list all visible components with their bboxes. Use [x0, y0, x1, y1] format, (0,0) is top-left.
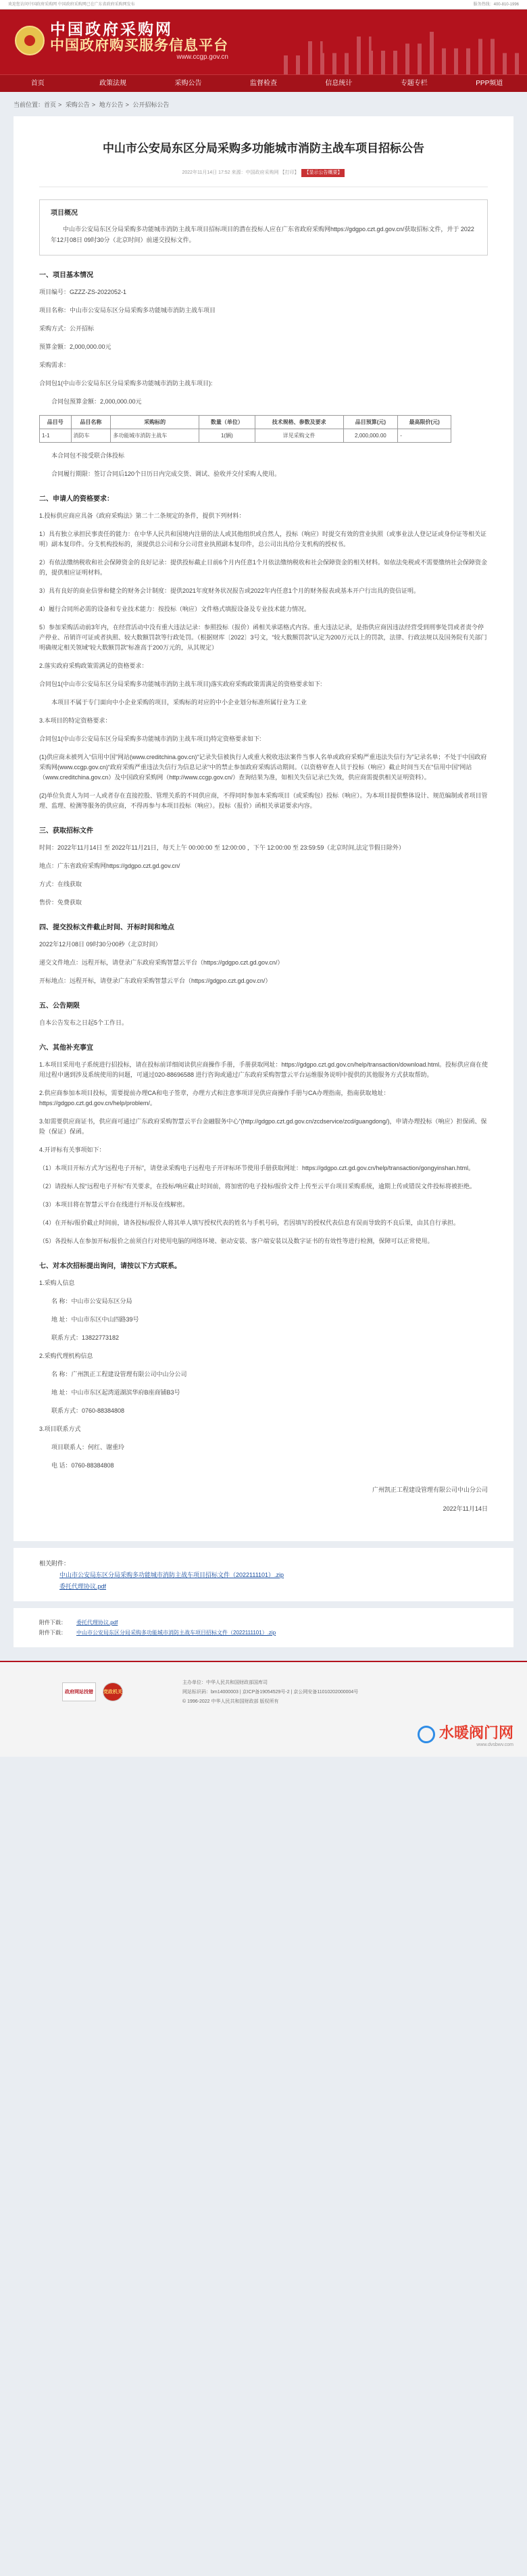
acquire-place: 地点：广东省政府采购网https://gdgpo.czt.gd.gov.cn/ — [39, 862, 180, 869]
col-header: 品目预算(元) — [343, 416, 398, 429]
attachment-link[interactable]: 委托代理协议.pdf — [59, 1583, 107, 1590]
summary-title: 项目概况 — [51, 210, 78, 217]
contract-period: 合同履行期限：签订合同后120个日历日内完成交货、调试、验收并交付采购人使用。 — [51, 470, 281, 477]
qualification-paragraph: 1.投标供应商应具备《政府采购法》第二十二条规定的条件，提供下列材料： — [39, 512, 245, 519]
download-link[interactable]: 委托代理协议.pdf — [76, 1620, 118, 1626]
topbar-notice: 欢迎您访问中国政府采购网 中国政府采购网已在广东省政府采购网发布 — [8, 3, 135, 7]
supplement-paragraph: （5）各投标人在参加开标/报价之前须自行对使用电脑的网络环境、驱动安装、客户端安装以及数字证书的有效性等进行检测，保障可以正常使用。 — [39, 1238, 434, 1244]
related-attachments — [14, 1548, 513, 1601]
page-title: 中山市公安局东区分局采购多功能城市消防主战车项目招标公告 — [103, 142, 424, 155]
supplement-paragraph: （4）在开标/报价截止时间前，请各投标/报价人将其单人填写授权代表的姓名与手机号码，若因填写的授权代表信息有误而导致的不良后果，由其自行承担。 — [39, 1219, 460, 1226]
col-header: 技术规格、参数及要求 — [255, 416, 343, 429]
supplement-paragraph: （1）本项目开标方式为“远程电子开标”，请登录采购电子远程电子开评标环节使用手册获取网址：https://gdgpo.czt.gd.gov.cn/help/transaction/gongyinshan.html。 — [39, 1165, 474, 1171]
breadcrumb-local[interactable]: 地方公告 — [99, 101, 124, 108]
table-cell: 多功能城市消防主战车 — [111, 429, 199, 443]
table-row — [40, 429, 451, 443]
notice-card — [14, 116, 513, 1541]
table-cell: 2,000,000.00 — [343, 429, 398, 443]
contract-package: 合同包1(中山市公安局东区分局采购多功能城市消防主战车项目): — [39, 380, 213, 387]
supplement-paragraph: 3.如需要供应商证书，供应商可通过广东政府采购智慧云平台金融服务中心”(http://gdgpo.czt.gd.gov.cn/zcdservice/zcd/guangdong/)，申请办理投标（响应）担保函、保险（保证）保函。 — [39, 1118, 487, 1135]
contact-line: 2.采购代理机构信息 — [39, 1353, 93, 1359]
notice-period: 自本公告发布之日起5个工作日。 — [39, 1019, 128, 1026]
section-5-heading: 五、公告期限 — [39, 1002, 80, 1010]
footer-info — [182, 1678, 358, 1707]
section-7-heading: 七、对本次招标提出询问，请按以下方式联系。 — [39, 1263, 181, 1270]
breadcrumb-announcements[interactable]: 采购公告 — [65, 101, 90, 108]
nav-ppp[interactable]: PPP频道 — [476, 80, 503, 87]
procurement-method: 采购方式：公开招标 — [39, 325, 95, 332]
list-item — [39, 1619, 488, 1626]
footer-line: © 1996-2022 中华人民共和国财政部 版权所有 — [182, 1699, 279, 1704]
no-consortium-note: 本合同包不接受联合体投标 — [51, 452, 125, 459]
qualification-paragraph: 2.落实政府采购政策需满足的资格要求： — [39, 662, 148, 669]
qualification-paragraph: (1)供应商未被列入“信用中国”网站(www.creditchina.gov.cn)“记录失信被执行人或重大税收违法案件当事人名单或政府采购严重违法失信行为”记录名单；不处于中国政府采购网(www.ccgp.gov.cn)“政府采购严重违法失信行为信息记录”中的禁止参加政府采购活动期间。（以资格审查人员于投标（响应）截止时间当天在“信用中国”网站（www.creditchina.gov.cn）及中国政府采购网（http://www.ccgp.gov.cn/）查询结果为准，如相关失信记录已失效，供应商需提供相关证明资料）。 — [39, 754, 487, 781]
contact-line: 地 址：中山市东区起湾道湖滨华府B座商铺B3号 — [51, 1389, 180, 1396]
budget-amount: 预算金额：2,000,000.00元 — [39, 343, 111, 350]
table-cell: 1(辆) — [199, 429, 255, 443]
supplement-paragraph: 4.开评标有关事项如下： — [39, 1146, 105, 1153]
contact-line: 名 称：中山市公安局东区分局 — [51, 1298, 132, 1305]
breadcrumb-current[interactable]: 公开招标公告 — [132, 101, 170, 108]
nav-home[interactable]: 首页 — [30, 80, 45, 87]
package-budget: 合同包预算金额：2,000,000.00元 — [51, 398, 142, 405]
logo-url: www.ccgp.gov.cn — [176, 53, 228, 61]
nav-policy[interactable]: 政策法规 — [99, 80, 127, 87]
opening-place: 开标地点：远程开标，请登录广东政府采购智慧云平台（https://gdgpo.czt.gd.gov.cn/） — [39, 977, 272, 984]
qualification-paragraph: 5）参加采购活动前3年内，在经营活动中没有重大违法记录：参照投标（报价）函相关承诺格式内容。重大违法记录，是指供应商因违法经营受到刑事处罚或者责令停产停业、吊销许可证或者执照、较大数额罚款等行政处罚。（根据财库〔2022〕3号文，“较大数额罚款”认定为200万元以上的罚款，法律、行政法规以及国务院有关部门明确规定相关领域“较大数额罚款”标准高于200万元的，从其规定） — [39, 624, 487, 651]
contact-line: 名 称：广州凯正工程建设管理有限公司中山分公司 — [51, 1371, 187, 1378]
publish-info: 2022年11月14日 17:52 来源：中国政府采购网 【打印】 — [182, 170, 299, 175]
qualification-paragraph: 3）具有良好的商业信誉和健全的财务会计制度：提供2021年度财务状况报告或2022年内任意1个月的财务报表或基本开户行出具的资信证明。 — [39, 587, 420, 594]
attachments-label: 相关附件： — [39, 1560, 70, 1567]
col-header: 品目号 — [40, 416, 72, 429]
table-header-row — [40, 416, 451, 429]
section-6-heading: 六、其他补充事宜 — [39, 1044, 93, 1052]
nav-supervision[interactable]: 监督检查 — [249, 80, 277, 87]
supplement-paragraph: 1.本项目采用电子系统进行招投标，请在投标前详细阅读供应商操作手册，手册获取网址：https://gdgpo.czt.gd.gov.cn/help/transaction/download.html。投标供应商在使用过程中遇到涉及系统使用的问题，可通过020-88696588 进行咨询或通过广东政府采购智慧云平台运维服务说明中提供的其他服务方式获取帮助。 — [39, 1061, 488, 1078]
signature-date: 2022年11月14日 — [443, 1505, 488, 1512]
topbar-hotline: 服务热线：400-810-1996 — [473, 3, 519, 7]
qualification-paragraph: 1）具有独立承担民事责任的能力：在中华人民共和国境内注册的法人或其他组织或自然人，投标（响应）时提交有效的营业执照（或事业法人登记证或身份证等相关证明）副本复印件。分支机构投标的，须提供总公司和分公司营业执照副本复印件，总公司出具给分支机构的授权书。 — [39, 531, 487, 548]
contact-line: 3.项目联系方式 — [39, 1426, 81, 1432]
watermark-url: www.dvsbwv.com — [476, 1743, 513, 1747]
qualification-paragraph: 合同包1(中山市公安局东区分局采购多功能城市消防主战车项目)落实政府采购政策需满足的资格要求如下: — [39, 681, 322, 687]
acquire-time: 时间：2022年11月14日 至 2022年11月21日，每天上午 00:00:00 至 12:00:00 ，下午 12:00:00 至 23:59:59（北京时间,法定节假日除外） — [39, 844, 405, 851]
site-logo[interactable] — [15, 20, 228, 61]
summary-text: 中山市公安局东区分局采购多功能城市消防主战车项目招标项目的潜在投标人应在广东省政府采购网https://gdgpo.czt.gd.gov.cn/获取招标文件，并于 2022年12月08日 09时30分（北京时间）前递交投标文件。 — [51, 226, 474, 243]
watermark-logo-icon — [418, 1726, 435, 1743]
acquire-price: 售价：免费获取 — [39, 899, 82, 906]
nav-statistics[interactable]: 信息统计 — [325, 80, 353, 87]
qualification-paragraph: 2）有依法缴纳税收和社会保障资金的良好记录：提供投标截止日前6个月内任意1个月依法缴纳税收和社会保障资金的相关材料。如依法免税或不需要缴纳社会保障资金的，提供相应证明材料。 — [39, 559, 488, 576]
attachment-downloads — [14, 1608, 513, 1647]
party-gov-badge[interactable]: 党政机关 — [103, 1682, 123, 1701]
download-link[interactable]: 中山市公安局东区分局采购多功能城市消防主战车项目招标文件（2022111101）.zip — [76, 1630, 276, 1636]
notice-meta — [39, 169, 488, 177]
site-footer — [0, 1661, 527, 1757]
footer-badges — [62, 1682, 130, 1701]
procurement-demand-label: 采购需求： — [39, 362, 70, 368]
section-1-heading: 一、项目基本情况 — [39, 272, 93, 279]
signature-org: 广州凯正工程建设管理有限公司中山分公司 — [372, 1486, 488, 1493]
summary-box — [39, 199, 488, 256]
qualification-paragraph: 3.本项目的特定资格要求： — [39, 717, 111, 724]
report-error-badge[interactable]: 政府网站找错 — [62, 1682, 96, 1701]
contact-line: 电 话：0760-88384808 — [51, 1462, 114, 1469]
show-summary-button[interactable]: 【显示公告概要】 — [301, 169, 345, 177]
download-label: 附件下载： — [39, 1630, 66, 1636]
package-table — [39, 415, 451, 443]
qualification-paragraph: 4）履行合同所必需的设备和专业技术能力：按投标（响应）文件格式填报设备及专业技术能力情况。 — [39, 606, 311, 612]
breadcrumb: 当前位置：首页 > 采购公告 > 地方公告 > 公开招标公告 — [14, 101, 170, 108]
contact-line: 联系方式：13822773182 — [51, 1334, 120, 1341]
qualification-paragraph: (2)单位负责人为同一人或者存在直接控股、管理关系的不同供应商，不得同时参加本采购项目（或采购包）投标（响应）。为本项目提供整体设计、规范编制或者项目管理、监理、检测等服务的供应商，不得再参与本项目投标（响应）。投标（报价）函相关承诺要求内容。 — [39, 792, 488, 809]
qualification-paragraph: 本项目不属于专门面向中小企业采购的项目，采购标的对应的中小企业划分标准所属行业为工业 — [51, 699, 307, 706]
table-cell: 详见采购文件 — [255, 429, 343, 443]
top-bar — [0, 0, 527, 9]
list-item — [39, 1629, 488, 1636]
contact-line: 1.采购人信息 — [39, 1280, 75, 1286]
supplement-paragraph: （2）请投标人按“远程电子开标”有关要求，在投标/响应截止时间前，将加密的电子投标/报价文件上传至云平台项目采购系统，逾期上传或错误文件投标将被拒绝。 — [39, 1183, 476, 1190]
project-name: 项目名称：中山市公安局东区分局采购多功能城市消防主战车项目 — [39, 307, 216, 314]
footer-line: 主办单位：中华人民共和国财政部国库司 — [182, 1680, 268, 1685]
deadline: 2022年12月08日 09时30分00秒（北京时间） — [39, 941, 161, 948]
attachment-link[interactable]: 中山市公安局东区分局采购多功能城市消防主战车项目招标文件（2022111101）.zip — [59, 1572, 284, 1578]
acquire-method: 方式：在线获取 — [39, 881, 82, 888]
watermark-text: 水暖阀门网 — [438, 1724, 513, 1741]
section-2-heading: 二、申请人的资格要求： — [39, 495, 114, 503]
logo-title: 中国政府采购网 — [50, 20, 173, 38]
header-skyline-decoration — [284, 27, 527, 74]
section-3-heading: 三、获取招标文件 — [39, 827, 93, 835]
supplement-paragraph: 2.供应商参加本项目投标，需要提前办理CA和电子签章，办理方式和注意事项详见供应商操作手册与CA办理指南，指南获取地址：https://gdgpo.czt.gd.gov.cn/help/problem/。 — [39, 1090, 390, 1107]
qualification-paragraph: 合同包1(中山市公安局东区分局采购多功能城市消防主战车项目)特定资格要求如下: — [39, 735, 261, 742]
col-header: 数量（单位） — [199, 416, 255, 429]
section-4-heading: 四、提交投标文件截止时间、开标时间和地点 — [39, 924, 174, 931]
nav-topics[interactable]: 专题专栏 — [400, 80, 428, 87]
site-header — [0, 9, 527, 74]
table-cell: - — [398, 429, 451, 443]
footer-line: 网站标识码：bm14000003 | 京ICP备19054529号-2 | 京公网安备11010202000004号 — [182, 1690, 359, 1695]
nav-announcements[interactable]: 采购公告 — [174, 80, 202, 87]
col-header: 采购标的 — [111, 416, 199, 429]
breadcrumb-home[interactable]: 当前位置：首页 — [14, 101, 57, 108]
project-number: 项目编号：GZZZ-ZS-2022052-1 — [39, 289, 127, 295]
watermark — [418, 1722, 513, 1747]
table-cell: 消防车 — [71, 429, 111, 443]
contact-line: 项目联系人：何红、谢重玲 — [51, 1444, 125, 1451]
logo-subtitle: 中国政府购买服务信息平台 — [50, 38, 228, 53]
col-header: 品目名称 — [71, 416, 111, 429]
download-label: 附件下载： — [39, 1620, 66, 1626]
submission-place: 递交文件地点：远程开标，请登录广东政府采购智慧云平台（https://gdgpo.czt.gd.gov.cn/） — [39, 959, 284, 966]
supplement-paragraph: （3）本项目将在智慧云平台在线进行开标及在线解密。 — [39, 1201, 189, 1208]
contact-line: 地 址：中山市东区中山四路39号 — [51, 1316, 139, 1323]
contact-line: 联系方式：0760-88384808 — [51, 1407, 125, 1414]
main-nav — [0, 74, 527, 92]
col-header: 最高限价(元) — [398, 416, 451, 429]
table-cell: 1-1 — [40, 429, 72, 443]
national-emblem-icon — [15, 26, 45, 55]
